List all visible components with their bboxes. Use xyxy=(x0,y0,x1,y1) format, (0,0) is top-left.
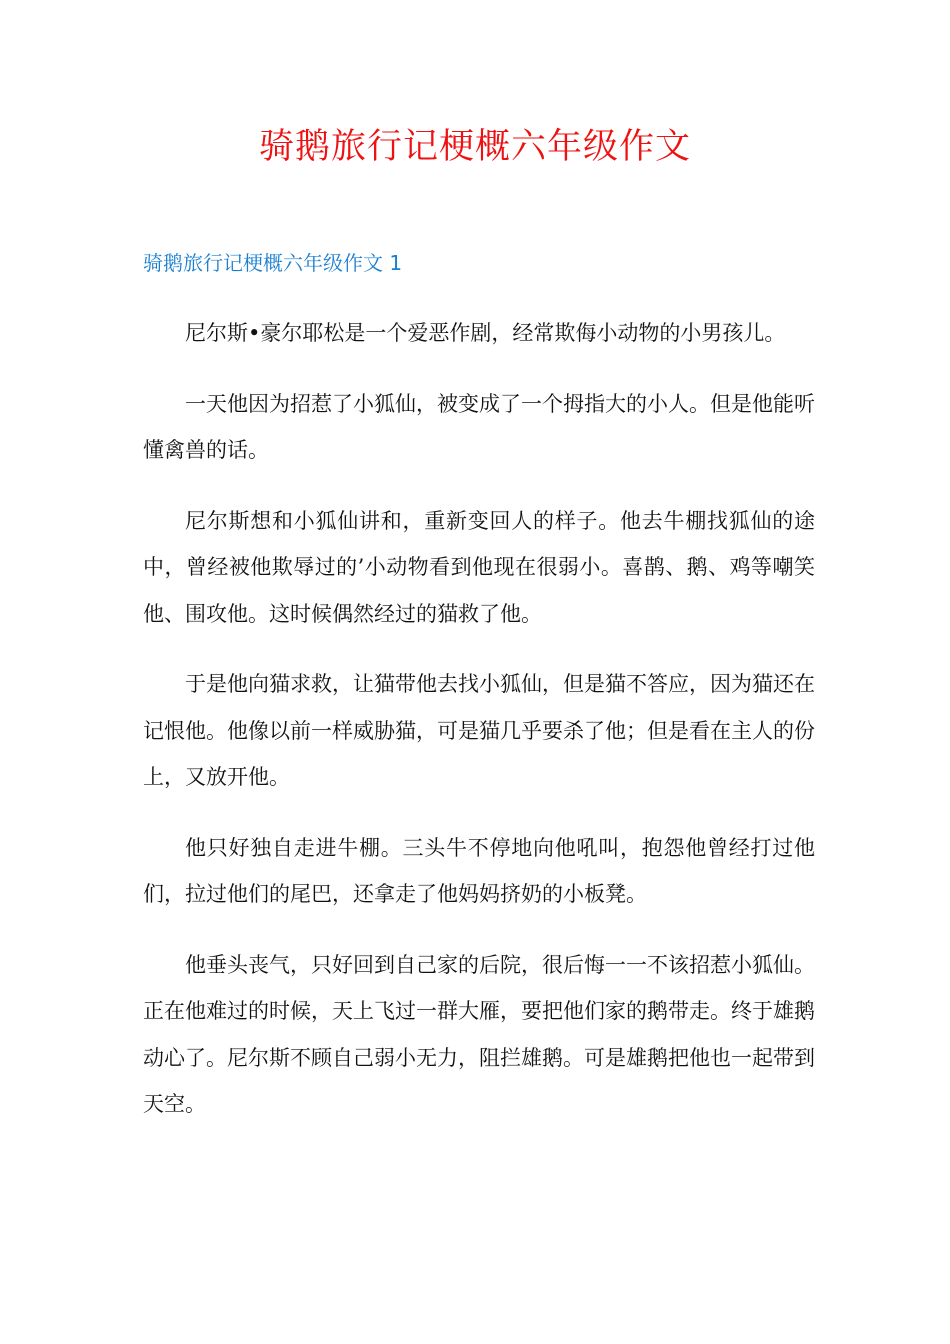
essay-body xyxy=(143,310,815,1152)
paragraph: 一天他因为招惹了小狐仙，被变成了一个拇指大的小人。但是他能听懂禽兽的话。 xyxy=(143,391,815,462)
paragraph: 尼尔斯•豪尔耶松是一个爱恶作剧，经常欺侮小动物的小男孩儿。 xyxy=(185,321,786,345)
paragraph: 他垂头丧气，只好回到自己家的后院，很后悔一一不该招惹小狐仙。正在他难过的时候，天上飞过一群大雁，要把他们家的鹅带走。终于雄鹅动心了。尼尔斯不顾自己弱小无力，阻拦雄鹅。可是雄鹅把他也一起带到天空。 xyxy=(143,952,815,1116)
document-title: 骑鹅旅行记梗概六年级作文 xyxy=(258,127,691,167)
section-heading: 骑鹅旅行记梗概六年级作文 1 xyxy=(143,251,403,275)
paragraph: 他只好独自走进牛棚。三头牛不停地向他吼叫，抱怨他曾经打过他们，拉过他们的尾巴，还拿走了他妈妈挤奶的小板凳。 xyxy=(143,835,815,906)
paragraph: 于是他向猫求救，让猫带他去找小狐仙，但是猫不答应，因为猫还在记恨他。他像以前一样威胁猫，可是猫几乎要杀了他；但是看在主人的份上，又放开他。 xyxy=(143,672,815,789)
paragraph: 尼尔斯想和小狐仙讲和，重新变回人的样子。他去牛棚找狐仙的途中，曾经被他欺辱过的’小动物看到他现在很弱小。喜鹊、鹅、鸡等嘲笑他、围攻他。这时候偶然经过的猫救了他。 xyxy=(143,508,815,626)
